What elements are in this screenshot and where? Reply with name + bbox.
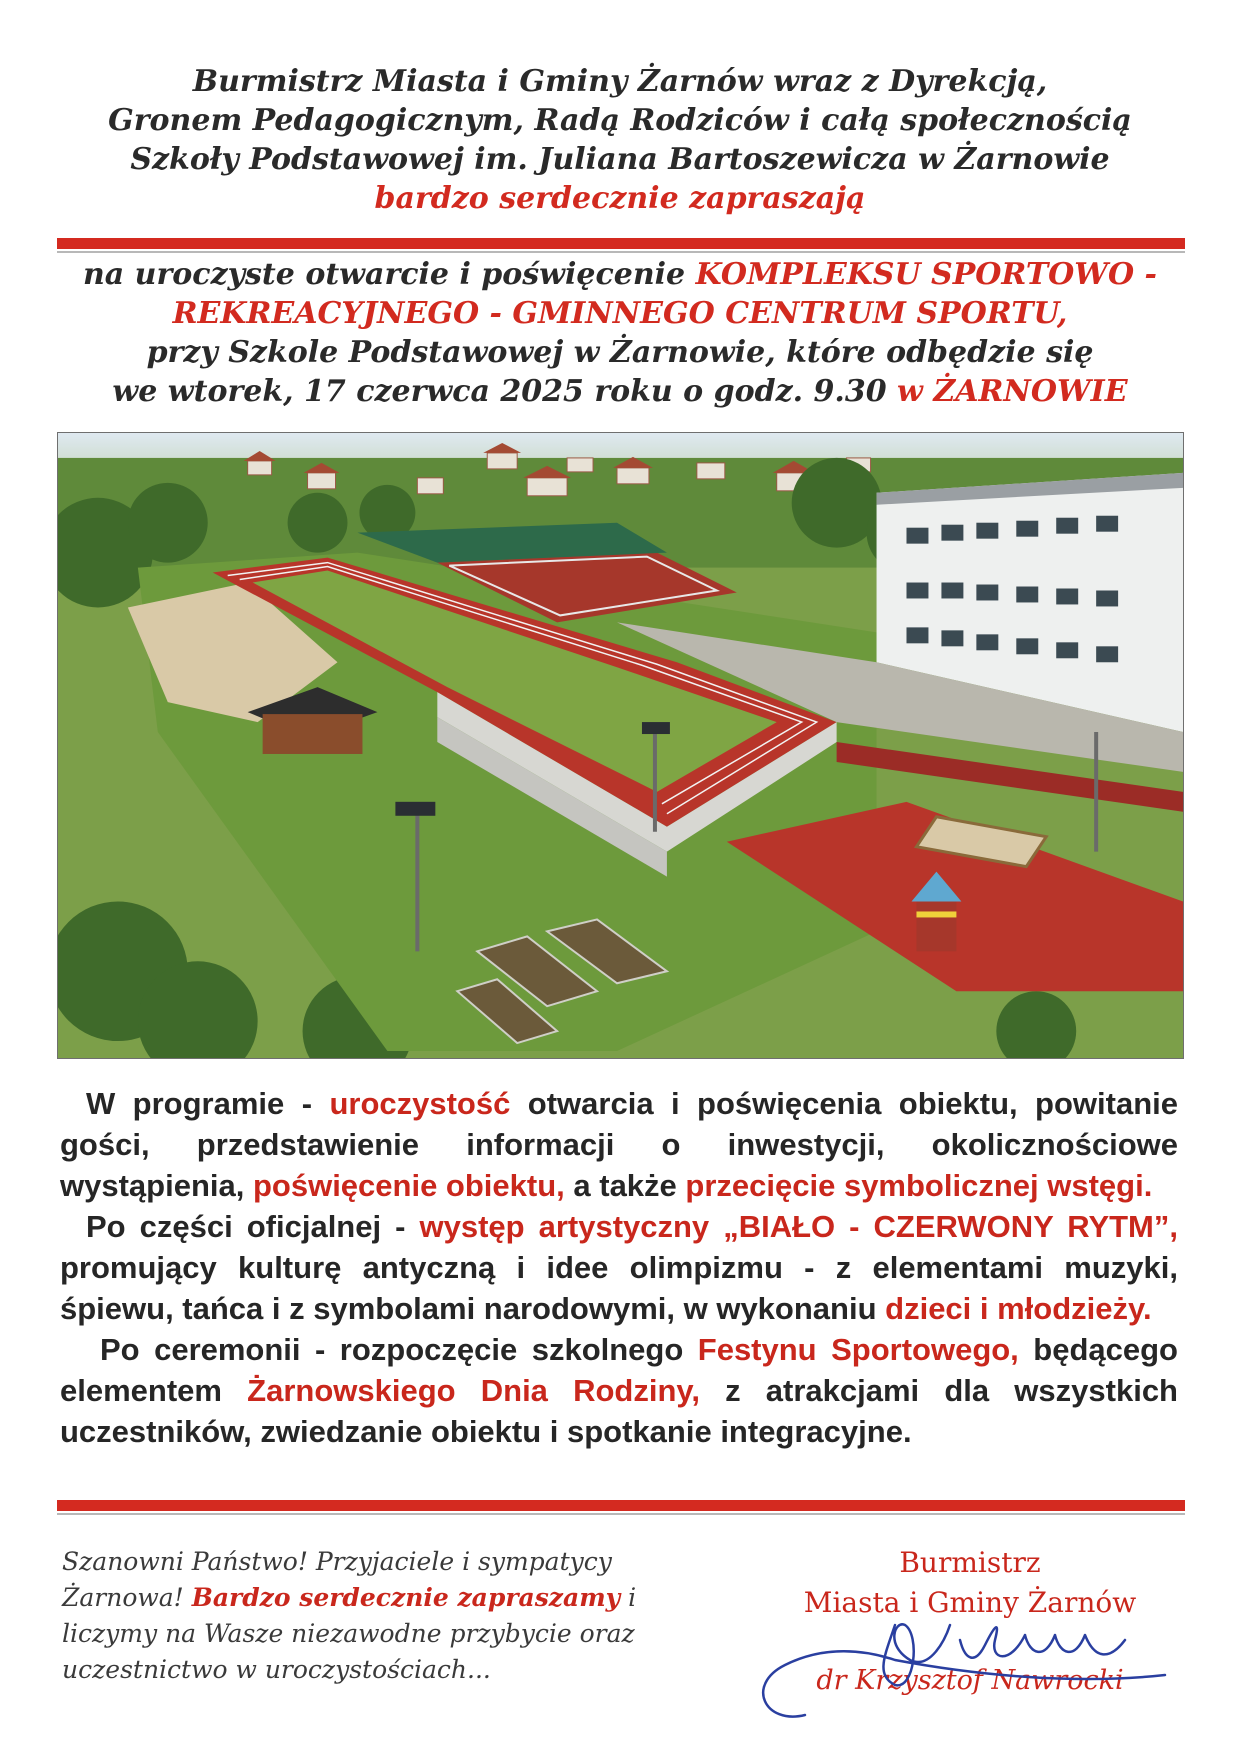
mayor-signature-block [760,1535,1180,1735]
aerial-photo-illustration [58,433,1183,1058]
program-p2-text-2: promujący kulturę antyczną i idee olimpizmu - z elementami muzyki, śpiewu, tańca i z symbolami narodowymi, w wykonaniu [60,1250,1178,1326]
program-p2-text-1: Po części oficjalnej - [86,1209,420,1244]
program-p3-text-3: z atrakcjami dla wszystkich uczestników, zwiedzanie obiektu i spotkanie integracyjne. [60,1373,1178,1449]
closing-text-1: Szanowni Państwo! Przyjaciele i sympatycy Żarnowa! [62,1547,612,1612]
header-invite-line: bardzo serdecznie zapraszają [374,181,866,216]
closing-highlight: Bardzo serdecznie zapraszamy [191,1583,621,1612]
header-line-3: Szkoły Podstawowej im. Juliana Bartoszewicza w Żarnowie [130,142,1110,177]
event-name-part-1: KOMPLEKSU SPORTOWO - [695,257,1157,292]
signature-title-line-2: Miasta i Gminy Żarnów [803,1586,1137,1619]
handwritten-signature [745,1565,1185,1735]
event-intro [60,255,1180,411]
event-name-part-2: REKREACYJNEGO - GMINNEGO CENTRUM SPORTU, [172,296,1068,331]
event-place: w ŻARNOWIE [897,374,1128,409]
intro-lead: na uroczyste otwarcie i poświęcenie [82,257,696,292]
header-line-2: Gronem Pedagogicznym, Radą Rodziców i całą społecznością [108,103,1132,138]
signature-title-line-1: Burmistrz [899,1546,1041,1579]
program-p3-highlight-2: Żarnowskiego Dnia Rodziny, [247,1373,700,1408]
closing-text-2: i liczymy na Wasze niezawodne przybycie oraz uczestnictwo w uroczystościach... [62,1583,637,1684]
program-paragraph-2 [60,1206,1178,1329]
top-divider [57,238,1185,249]
program-p3-text-1: Po ceremonii - rozpoczęcie szkolnego [100,1332,698,1367]
event-program [60,1083,1178,1452]
signature-name: dr Krzysztof Nawrocki [816,1665,1124,1696]
program-p3-highlight-1: Festynu Sportowego, [697,1332,1019,1367]
sports-complex-aerial-photo [57,432,1184,1059]
program-p1-text-3: a także [564,1168,686,1203]
bottom-divider [57,1500,1185,1511]
program-p1-text-1: W programie - [86,1086,330,1121]
program-p1-highlight-1: uroczystość [329,1086,511,1121]
program-paragraph-3 [60,1329,1178,1452]
header-line-1: Burmistrz Miasta i Gminy Żarnów wraz z Dyrekcją, [192,64,1048,99]
program-p1-highlight-2: poświęcenie obiektu, [252,1168,565,1203]
closing-message [62,1544,732,1688]
program-p3-text-2: będącego elementem [60,1332,1178,1408]
invitation-header [60,62,1180,218]
program-p2-highlight-2: dzieci i młodzieży. [885,1291,1152,1326]
program-p2-highlight-1: występ artystyczny „BIAŁO - CZERWONY RYTM”, [419,1209,1178,1244]
intro-location-line: przy Szkole Podstawowej w Żarnowie, które odbędzie się [146,335,1094,370]
program-p1-text-2: otwarcia i poświęcenia obiektu, powitanie gości, przedstawienie informacji o inwestycji, okolicznościowe wystąpienia, [60,1086,1178,1203]
event-date: we wtorek, 17 czerwca 2025 roku o godz. 9.30 [112,374,898,409]
program-paragraph-1 [60,1083,1178,1206]
program-p1-highlight-3: przecięcie symbolicznej wstęgi. [685,1168,1153,1203]
